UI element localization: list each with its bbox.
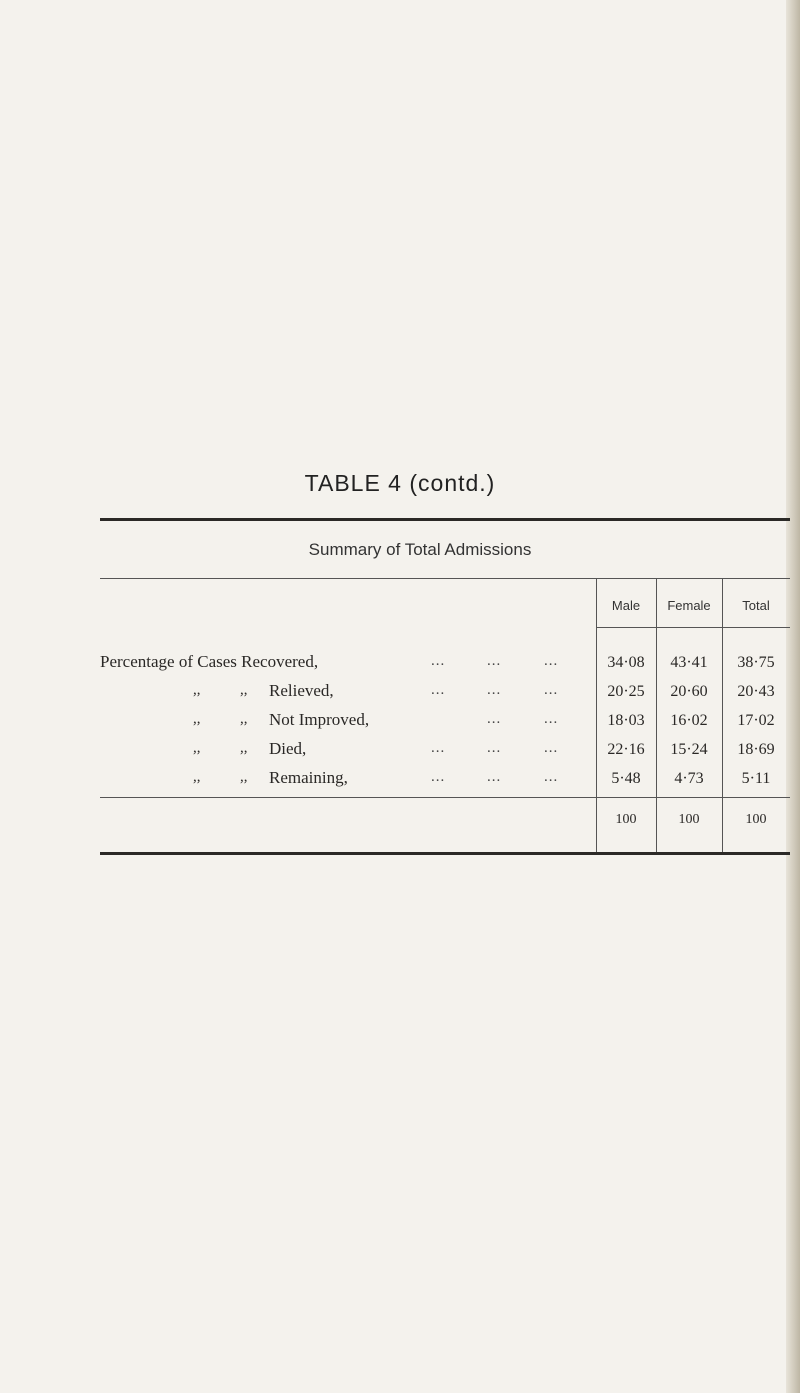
leader-dots: ... — [544, 769, 559, 785]
leader-dots: ... — [487, 769, 502, 785]
cell-female: 20·60 — [670, 683, 708, 700]
cell-total: 20·43 — [737, 683, 775, 700]
leader-dots: ... — [431, 653, 446, 669]
row-label-died: Died, — [269, 739, 307, 758]
cell-female: 4·73 — [674, 770, 704, 787]
row-label-relieved: Relieved, — [269, 681, 334, 700]
ditto-mark: ,, — [240, 769, 248, 785]
table-subtitle: Summary of Total Admissions — [308, 540, 532, 559]
cell-male: 22·16 — [607, 741, 645, 758]
ditto-mark: ,, — [240, 711, 248, 727]
leader-dots: ... — [487, 740, 502, 756]
column-header-female: Female — [667, 598, 711, 613]
leader-dots: ... — [431, 769, 446, 785]
row-label-remaining: Remaining, — [269, 768, 348, 787]
leader-dots: ... — [487, 653, 502, 669]
leader-dots: ... — [544, 711, 559, 727]
total-male: 100 — [615, 812, 637, 827]
leader-dots: ... — [544, 740, 559, 756]
bottom-rule — [100, 852, 790, 855]
row-label-recovered: Percentage of Cases Recovered, — [100, 652, 319, 671]
cell-male: 34·08 — [607, 654, 645, 671]
total-total: 100 — [745, 812, 767, 827]
total-female: 100 — [678, 812, 700, 827]
leader-dots: ... — [431, 682, 446, 698]
ditto-mark: ,, — [193, 711, 201, 727]
cell-male: 5·48 — [611, 770, 641, 787]
cell-total: 38·75 — [737, 654, 775, 671]
header-bottom-rule — [596, 627, 790, 628]
cell-total: 5·11 — [741, 770, 771, 787]
cell-male: 20·25 — [607, 683, 645, 700]
cell-total: 17·02 — [737, 712, 775, 729]
top-rule — [100, 518, 790, 521]
table-title: TABLE 4 (contd.) — [304, 470, 496, 496]
column-header-male: Male — [611, 598, 641, 613]
cell-male: 18·03 — [607, 712, 645, 729]
header-rule — [100, 578, 790, 579]
column-header-total: Total — [742, 598, 770, 613]
leader-dots: ... — [487, 682, 502, 698]
ditto-mark: ,, — [193, 740, 201, 756]
row-label-not-improved: Not Improved, — [269, 710, 370, 729]
ditto-mark: ,, — [193, 769, 201, 785]
cell-female: 43·41 — [670, 654, 708, 671]
cell-female: 16·02 — [670, 712, 708, 729]
leader-dots: ... — [544, 653, 559, 669]
totals-rule — [100, 797, 790, 798]
ditto-mark: ,, — [240, 682, 248, 698]
ditto-mark: ,, — [240, 740, 248, 756]
cell-female: 15·24 — [670, 741, 708, 758]
leader-dots: ... — [487, 711, 502, 727]
leader-dots: ... — [544, 682, 559, 698]
leader-dots: ... — [431, 740, 446, 756]
cell-total: 18·69 — [737, 741, 775, 758]
ditto-mark: ,, — [193, 682, 201, 698]
